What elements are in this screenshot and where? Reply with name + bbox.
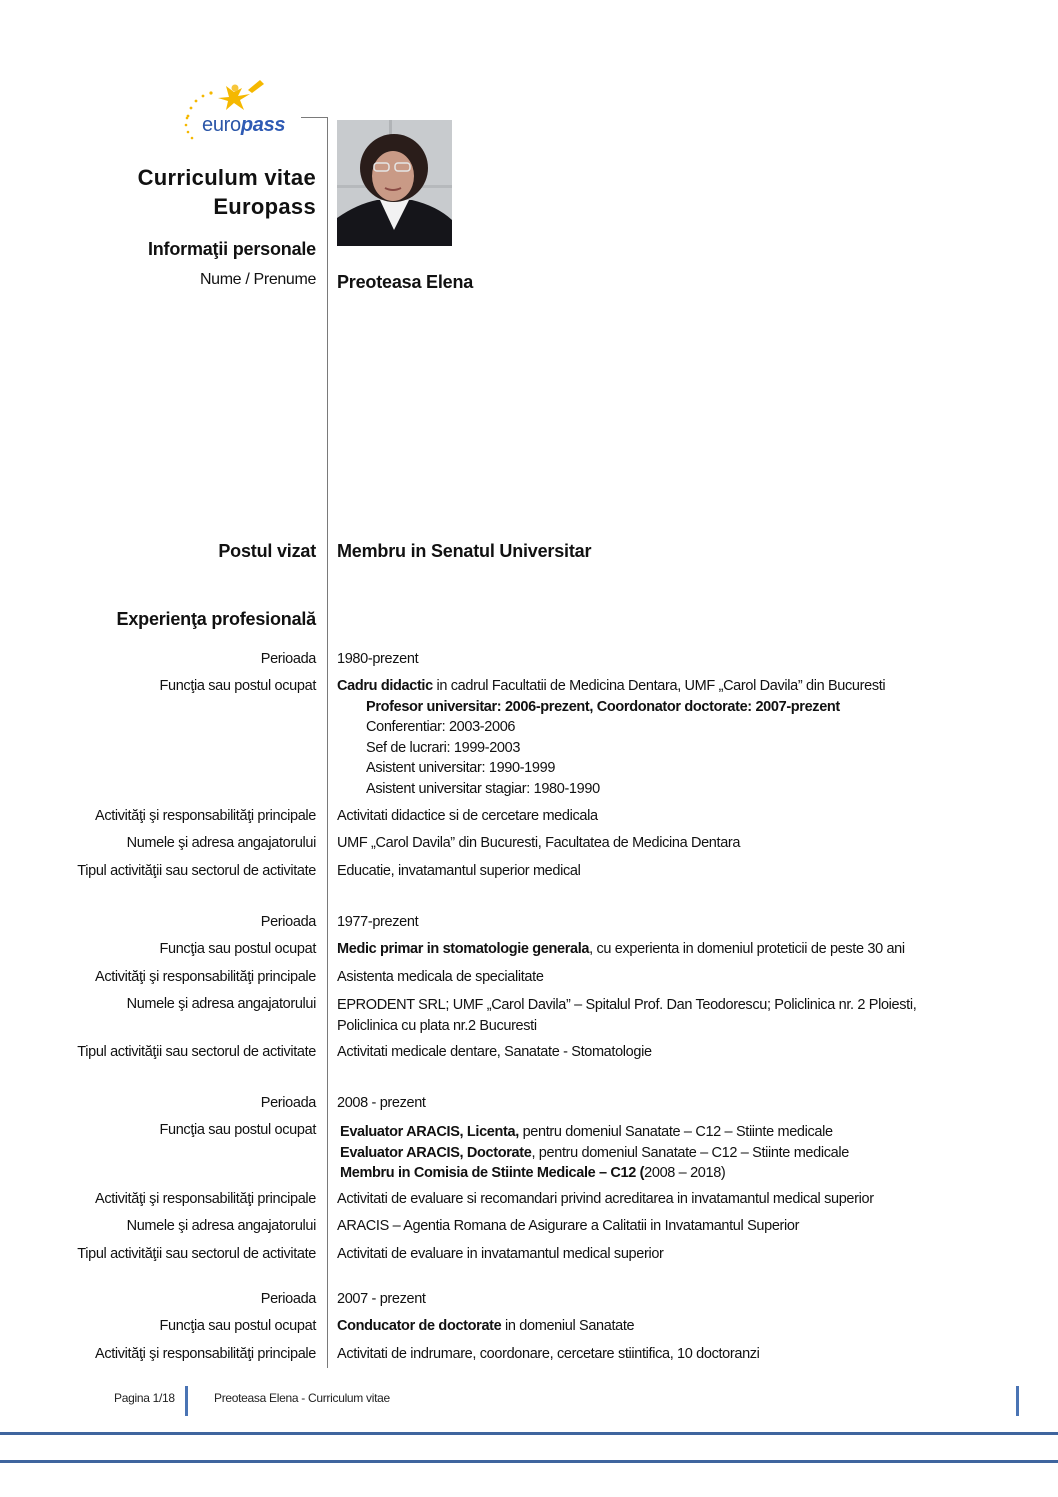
activities-label: Activităţi şi responsabilităţi principale bbox=[95, 969, 316, 985]
period-value: 1980-prezent bbox=[337, 651, 419, 667]
desired-job-value: Membru in Senatul Universitar bbox=[337, 541, 592, 561]
position-sub-line: Profesor universitar: 2006-prezent, Coordonator doctorate: 2007-prezent bbox=[366, 698, 840, 715]
profile-photo bbox=[337, 120, 452, 246]
employer-value: ARACIS – Agentia Romana de Asigurare a Calitatii in Invatamantul Superior bbox=[337, 1218, 800, 1234]
footer-separator-left bbox=[185, 1386, 188, 1416]
position-label: Funcţia sau postul ocupat bbox=[159, 941, 316, 957]
sector-value: Educatie, invatamantul superior medical bbox=[337, 863, 581, 879]
logo-underline bbox=[301, 117, 328, 118]
footer-rule-bottom bbox=[0, 1460, 1058, 1463]
position-value: Evaluator ARACIS, Licenta, pentru domeniul Sanatate – C12 – Stiinte medicale Evaluator ARACIS, Doctorate, pentru domeniul Sanatate – C12 – Stiinte medicale Membru in Comisia de Stiinte Medicale – C12 (2008 – 2018) bbox=[340, 1124, 849, 1181]
activities-value: Activitati didactice si de cercetare medicala bbox=[337, 808, 598, 824]
activities-label: Activităţi şi responsabilităţi principale bbox=[95, 1191, 316, 1207]
europass-logo bbox=[182, 78, 304, 142]
period-value: 2008 - prezent bbox=[337, 1095, 426, 1111]
period-label: Perioada bbox=[260, 1291, 316, 1307]
footer-page-number: Pagina 1/18 bbox=[114, 1391, 175, 1405]
position-sub-line: Asistent universitar stagiar: 1980-1990 bbox=[366, 780, 600, 797]
activities-label: Activităţi şi responsabilităţi principale bbox=[95, 1346, 316, 1362]
position-sub-line: Sef de lucrari: 1999-2003 bbox=[366, 739, 521, 756]
employer-value: EPRODENT SRL; UMF „Carol Davila” – Spitalul Prof. Dan Teodorescu; Policlinica nr. 2 Ploiesti, Policlinica cu plata nr.2 Bucuresti bbox=[337, 997, 917, 1034]
sector-label: Tipul activităţii sau sectorul de activitate bbox=[77, 1044, 316, 1060]
period-label: Perioada bbox=[260, 1095, 316, 1111]
position-sub-line: Asistent universitar: 1990-1999 bbox=[366, 760, 556, 776]
europass-star-figure-icon bbox=[182, 78, 304, 118]
position-label: Funcţia sau postul ocupat bbox=[159, 1122, 316, 1138]
period-label: Perioada bbox=[260, 651, 316, 667]
period-label: Perioada bbox=[260, 914, 316, 930]
employer-value: UMF „Carol Davila” din Bucuresti, Facultatea de Medicina Dentara bbox=[337, 835, 741, 851]
europass-stars-arc-icon bbox=[182, 116, 202, 146]
desired-job-label: Postul vizat bbox=[218, 541, 316, 561]
sector-label: Tipul activităţii sau sectorul de activitate bbox=[77, 1246, 316, 1262]
cv-title: Curriculum vitae Europass bbox=[137, 165, 316, 219]
position-label: Funcţia sau postul ocupat bbox=[159, 1318, 316, 1334]
footer-separator-right bbox=[1016, 1386, 1019, 1416]
europass-wordmark: europass bbox=[202, 114, 286, 136]
sector-label: Tipul activităţii sau sectorul de activitate bbox=[77, 863, 316, 879]
position-value: Conducator de doctorate in domeniul Sanatate bbox=[337, 1318, 635, 1334]
footer-document-title: Preoteasa Elena - Curriculum vitae bbox=[214, 1391, 390, 1405]
period-value: 1977-prezent bbox=[337, 914, 419, 930]
portrait-image bbox=[337, 120, 452, 246]
position-value: Cadru didactic in cadrul Facultatii de Medicina Dentara, UMF „Carol Davila” din Bucuresti Profesor universitar: 2006-prezent, Coordonator doctorate: 2007-prezent Conferentiar: 2003-2006 Sef de lucrari: 1999-2003 Asistent universitar: 1990-1999 Asistent universitar stagiar: 1980-1990 bbox=[337, 676, 885, 799]
activities-value: Activitati de indrumare, coordonare, cercetare stiintifica, 10 doctoranzi bbox=[337, 1346, 760, 1362]
position-label: Funcţia sau postul ocupat bbox=[159, 678, 316, 694]
column-divider bbox=[327, 117, 328, 1368]
footer-rule-top bbox=[0, 1432, 1058, 1435]
sector-value: Activitati medicale dentare, Sanatate - Stomatologie bbox=[337, 1044, 652, 1060]
name-label: Nume / Prenume bbox=[199, 271, 316, 288]
sector-value: Activitati de evaluare in invatamantul medical superior bbox=[337, 1246, 664, 1262]
position-value: Medic primar in stomatologie generala, cu experienta in domeniul proteticii de peste 30 ani bbox=[337, 941, 905, 957]
activities-value: Activitati de evaluare si recomandari privind acreditarea in invatamantul medical superior bbox=[337, 1191, 874, 1207]
employer-label: Numele şi adresa angajatorului bbox=[126, 996, 316, 1012]
activities-label: Activităţi şi responsabilităţi principale bbox=[95, 808, 316, 824]
section-title-experience: Experienţa profesională bbox=[116, 609, 316, 629]
period-value: 2007 - prezent bbox=[337, 1291, 426, 1307]
employer-label: Numele şi adresa angajatorului bbox=[126, 835, 316, 851]
employer-label: Numele şi adresa angajatorului bbox=[126, 1218, 316, 1234]
position-sub-line: Conferentiar: 2003-2006 bbox=[366, 719, 516, 735]
section-title-personal-info: Informaţii personale bbox=[147, 239, 316, 259]
name-value: Preoteasa Elena bbox=[337, 272, 474, 292]
activities-value: Asistenta medicala de specialitate bbox=[337, 969, 544, 985]
